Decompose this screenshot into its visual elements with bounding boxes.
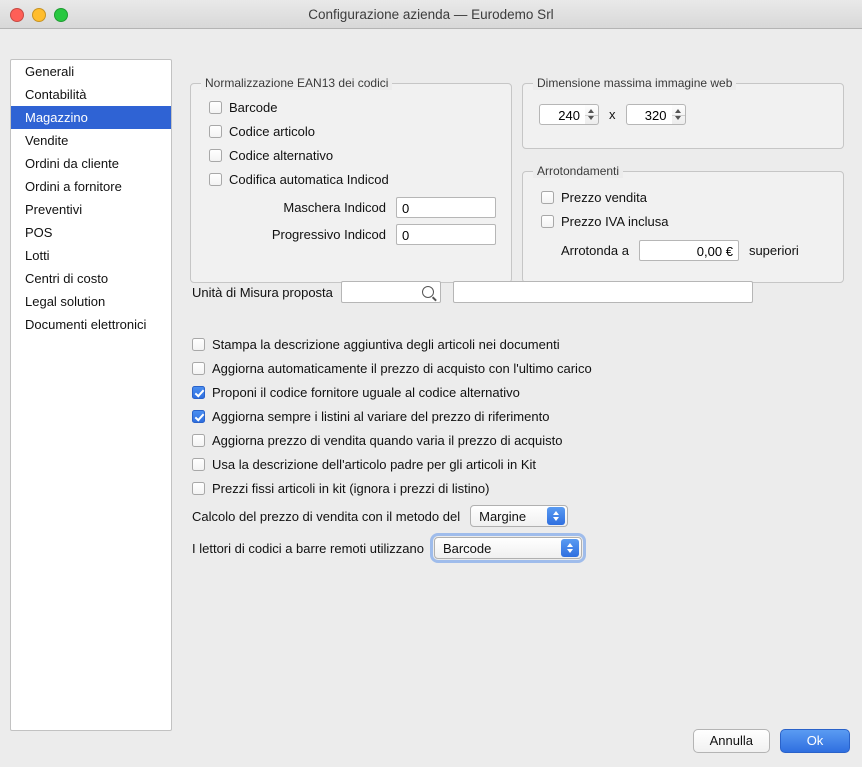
option-row-aggiorna-prezzo-acquisto[interactable] (192, 361, 592, 376)
sidebar-item-generali[interactable]: Generali (25, 64, 75, 79)
sidebar-item-magazzino[interactable]: Magazzino (11, 106, 171, 129)
checkbox-codifica-automatica-indicod-label: Codifica automatica Indicod (229, 172, 389, 187)
lettori-codici-select[interactable] (434, 537, 582, 559)
checkbox-codifica-indicod-row[interactable] (209, 172, 389, 187)
checkbox-prezzo-iva-inclusa[interactable] (541, 215, 554, 228)
arrotonda-row (561, 240, 799, 261)
image-width-input[interactable]: 240 (539, 104, 585, 125)
lettori-codici-label: I lettori di codici a barre remoti utilizzano (192, 540, 424, 556)
chevron-updown-icon (561, 539, 579, 557)
checkbox-barcode-row[interactable] (209, 100, 277, 115)
maschera-indicod-label: Maschera Indicod (283, 200, 386, 215)
checkbox-descrizione-articolo-padre-kit-label: Usa la descrizione dell'articolo padre per gli articoli in Kit (212, 457, 537, 472)
search-icon (422, 286, 434, 298)
ean13-group (190, 76, 512, 283)
progressivo-indicod-label: Progressivo Indicod (271, 227, 386, 242)
checkbox-stampa-descrizione-aggiuntiva[interactable] (192, 338, 205, 351)
sidebar-item-documenti-elettronici[interactable]: Documenti elettronici (25, 317, 147, 332)
settings-sidebar[interactable] (10, 59, 172, 731)
rounding-group-legend: Arrotondamenti (533, 164, 623, 178)
arrotonda-input[interactable]: 0,00 € (639, 240, 739, 261)
option-row-aggiorna-prezzo-vendita[interactable] (192, 433, 563, 448)
ean13-group-legend: Normalizzazione EAN13 dei codici (201, 76, 392, 90)
checkbox-barcode-label: Barcode (229, 100, 278, 115)
image-width-stepper[interactable] (585, 104, 599, 125)
image-size-group-legend: Dimensione massima immagine web (533, 76, 736, 90)
lettori-codici-row (192, 537, 582, 559)
sidebar-item-pos[interactable]: POS (25, 225, 53, 240)
lettori-codici-value: Barcode (442, 541, 492, 556)
dialog-footer (693, 729, 850, 753)
progressivo-indicod-input[interactable]: 0 (396, 224, 496, 245)
sidebar-item-centri-di-costo[interactable]: Centri di costo (25, 271, 109, 286)
option-row-prezzi-fissi-kit[interactable] (192, 481, 489, 496)
checkbox-aggiorna-listini-label: Aggiorna sempre i listini al variare del prezzo di riferimento (212, 409, 550, 424)
checkbox-proponi-codice-fornitore-label: Proponi il codice fornitore uguale al codice alternativo (212, 385, 520, 400)
checkbox-proponi-codice-fornitore[interactable] (192, 386, 205, 399)
unita-misura-row (192, 281, 753, 303)
checkbox-prezzo-vendita-row[interactable] (541, 190, 647, 205)
checkbox-prezzo-iva-inclusa-row[interactable] (541, 214, 668, 229)
checkbox-codifica-automatica-indicod[interactable] (209, 173, 222, 186)
calcolo-prezzo-metodo-value: Margine (479, 509, 527, 524)
window-body (0, 29, 862, 767)
checkbox-prezzo-iva-inclusa-label: Prezzo IVA inclusa (561, 214, 669, 229)
checkbox-codice-articolo-row[interactable] (209, 124, 315, 139)
sidebar-item-contabilita[interactable]: Contabilità (25, 87, 87, 102)
sidebar-item-legal-solution[interactable]: Legal solution (25, 294, 106, 309)
checkbox-prezzi-fissi-articoli-kit[interactable] (192, 482, 205, 495)
calcolo-prezzo-row (192, 505, 568, 527)
zoom-button[interactable] (54, 8, 68, 22)
checkbox-codice-articolo-label: Codice articolo (229, 124, 315, 139)
checkbox-aggiorna-prezzo-acquisto[interactable] (192, 362, 205, 375)
cancel-button[interactable]: Annulla (693, 729, 770, 753)
progressivo-indicod-row (231, 224, 496, 245)
maschera-indicod-input[interactable]: 0 (396, 197, 496, 218)
ok-button[interactable]: Ok (780, 729, 850, 753)
option-row-stampa-descrizione[interactable] (192, 337, 560, 352)
sidebar-item-vendite[interactable]: Vendite (25, 133, 69, 148)
image-height-input[interactable]: 320 (626, 104, 672, 125)
image-size-group (522, 76, 844, 149)
chevron-updown-icon (547, 507, 565, 525)
unita-misura-label: Unità di Misura proposta (192, 284, 333, 300)
close-button[interactable] (10, 8, 24, 22)
checkbox-prezzo-vendita[interactable] (541, 191, 554, 204)
checkbox-codice-alternativo[interactable] (209, 149, 222, 162)
checkbox-prezzo-vendita-label: Prezzo vendita (561, 190, 647, 205)
checkbox-codice-alternativo-label: Codice alternativo (229, 148, 334, 163)
sidebar-item-ordini-a-fornitore[interactable]: Ordini a fornitore (25, 179, 122, 194)
maschera-indicod-row (231, 197, 496, 218)
image-size-separator: x (609, 107, 616, 122)
arrotonda-suffix-label: superiori (748, 243, 799, 258)
rounding-group (522, 164, 844, 283)
magazzino-settings-panel (182, 59, 850, 729)
arrotonda-label: Arrotonda a (561, 243, 629, 258)
calcolo-prezzo-label: Calcolo del prezzo di vendita con il metodo del (192, 508, 461, 524)
checkbox-codice-alternativo-row[interactable] (209, 148, 333, 163)
window-titlebar (0, 0, 862, 29)
option-row-descrizione-padre-kit[interactable] (192, 457, 536, 472)
window-title: Configurazione azienda — Eurodemo Srl (308, 6, 554, 22)
sidebar-item-lotti[interactable]: Lotti (25, 248, 50, 263)
checkbox-stampa-descrizione-aggiuntiva-label: Stampa la descrizione aggiuntiva degli articoli nei documenti (212, 337, 560, 352)
image-height-stepper[interactable] (672, 104, 686, 125)
unita-misura-description-input[interactable] (453, 281, 753, 303)
unita-misura-search-input[interactable] (341, 281, 441, 303)
image-size-row (539, 104, 686, 125)
traffic-light-group (10, 8, 68, 22)
sidebar-item-preventivi[interactable]: Preventivi (25, 202, 83, 217)
option-row-proponi-codice-fornitore[interactable] (192, 385, 520, 400)
checkbox-barcode[interactable] (209, 101, 222, 114)
checkbox-aggiorna-prezzo-vendita-label: Aggiorna prezzo di vendita quando varia il prezzo di acquisto (212, 433, 563, 448)
checkbox-aggiorna-prezzo-vendita[interactable] (192, 434, 205, 447)
checkbox-prezzi-fissi-articoli-kit-label: Prezzi fissi articoli in kit (ignora i prezzi di listino) (212, 481, 490, 496)
checkbox-descrizione-articolo-padre-kit[interactable] (192, 458, 205, 471)
checkbox-codice-articolo[interactable] (209, 125, 222, 138)
calcolo-prezzo-metodo-select[interactable] (470, 505, 568, 527)
sidebar-item-ordini-da-cliente[interactable]: Ordini da cliente (25, 156, 119, 171)
checkbox-aggiorna-prezzo-acquisto-label: Aggiorna automaticamente il prezzo di acquisto con l'ultimo carico (212, 361, 592, 376)
minimize-button[interactable] (32, 8, 46, 22)
checkbox-aggiorna-listini[interactable] (192, 410, 205, 423)
option-row-aggiorna-listini[interactable] (192, 409, 549, 424)
